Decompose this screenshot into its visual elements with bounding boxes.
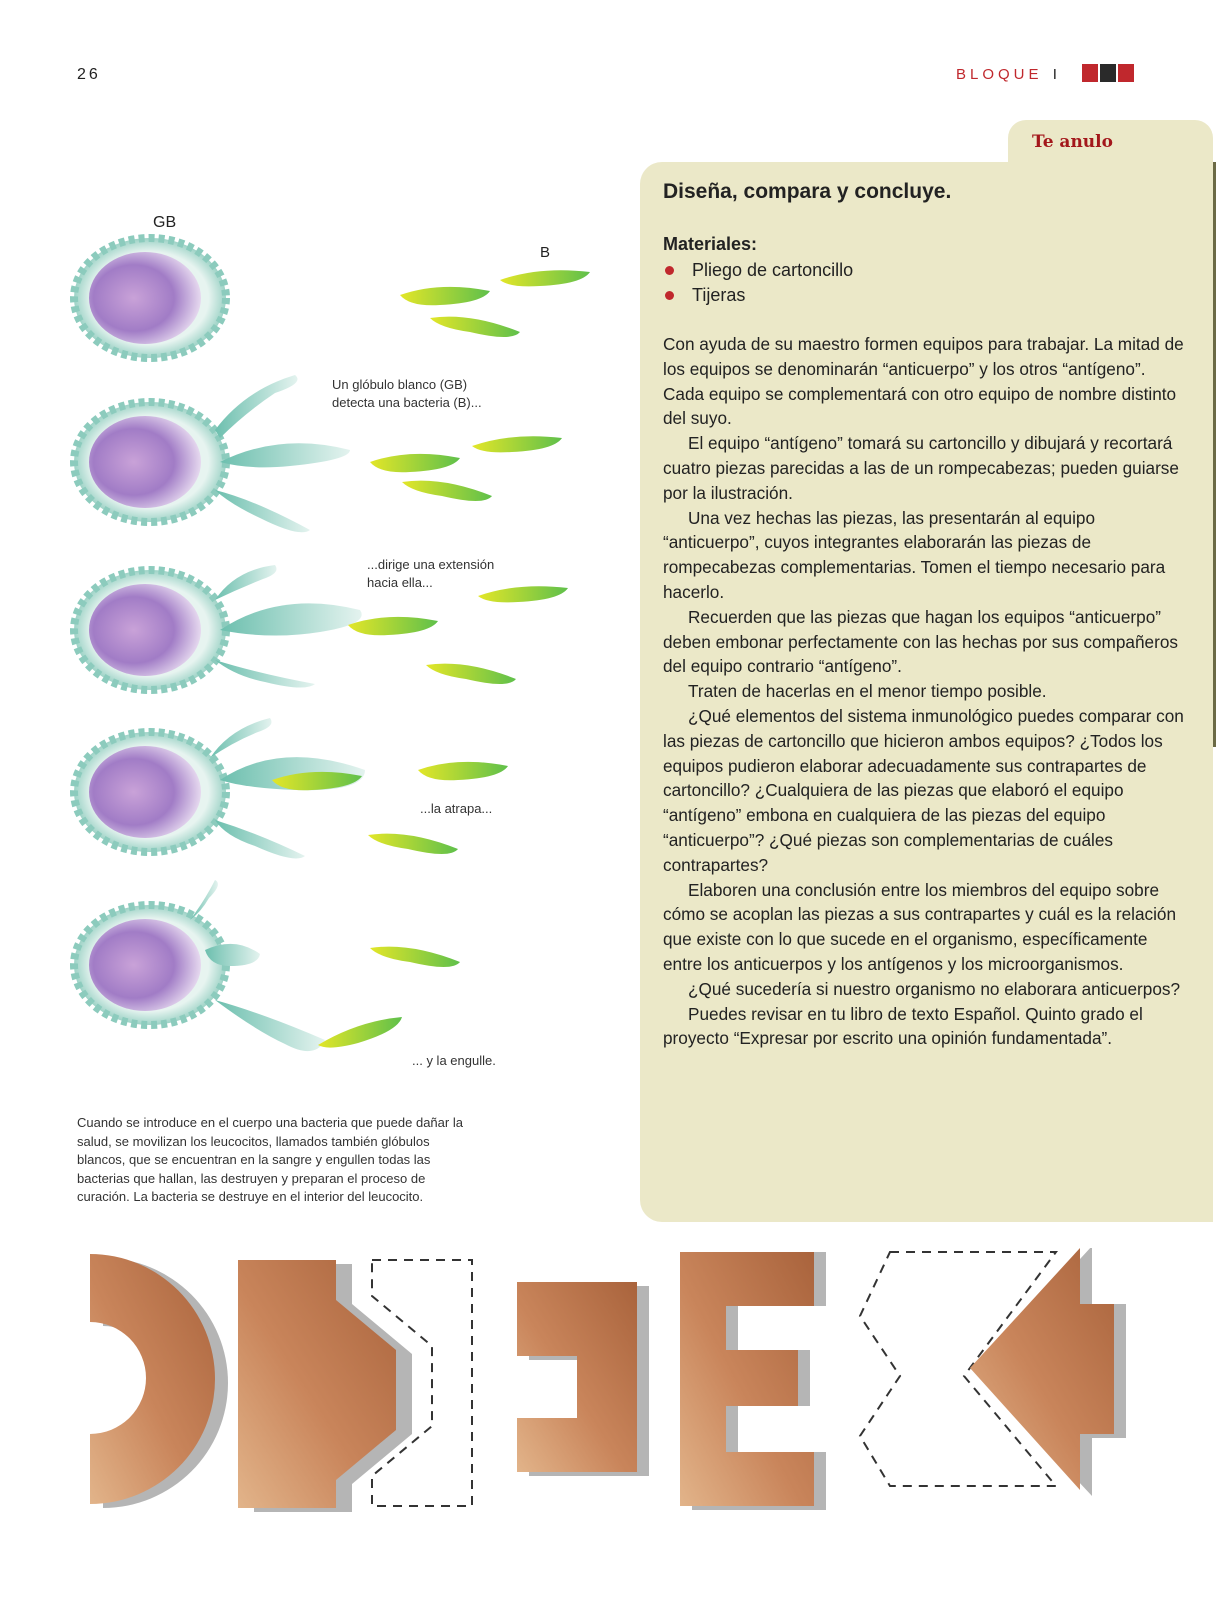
paragraph: Una vez hechas las piezas, las presentarán al equipo “anticuerpo”, cuyos integrantes elaborarán las piezas de rompecabezas complementarias. Tomen el tiempo necesario para hacerlo.: [663, 507, 1166, 602]
caption-2: [367, 556, 494, 592]
activity-tab-label: Te anulo: [1032, 132, 1113, 152]
puzzle-piece-tab: [238, 1260, 412, 1512]
label-b: B: [540, 244, 551, 261]
caption-3: [420, 800, 492, 818]
white-blood-cell-1: [74, 238, 226, 358]
bacteria-group-3: [348, 586, 568, 684]
bacteria-group-2: [370, 436, 562, 501]
illustration-intro: Cuando se introduce en el cuerpo una bacteria que puede dañar la salud, se movilizan los leucocitos, llamados también glóbulos blancos, que se encuentran en la sangre y engullen todas las bacterias que hallan, las destruyen y preparan el proceso de curación. La bacteria se destruye en el interior del leucocito.: [77, 1115, 463, 1205]
paragraph: Recuerden que las piezas que hagan los equipos “anticuerpo” deben embonar perfectamente con las hechas por sus compañeros del equipo contrario “antígeno”.: [663, 606, 1178, 677]
paragraph: Puedes revisar en tu libro de texto Español. Quinto grado el proyecto “Expresar por escrito una opinión fundamentada”.: [663, 1003, 1143, 1049]
white-blood-cell-2: [74, 375, 350, 532]
materials-list: [663, 258, 853, 308]
block-number: I: [1052, 66, 1061, 83]
block-label-text: BLOQUE: [956, 66, 1043, 83]
white-blood-cell-5: [74, 880, 325, 1051]
paragraph: Con ayuda de su maestro formen equipos para trabajar. La mitad de los equipos se denominarán “anticuerpo” y los otros “antígeno”. Cada equipo se complementará con otro equipo de nombre distinto del suyo.: [663, 334, 1184, 429]
block-square-1: [1082, 64, 1098, 82]
bullet-icon: [665, 266, 674, 275]
page-number: 26: [77, 66, 101, 83]
paragraph: ¿Qué sucedería si nuestro organismo no elaborara anticuerpos?: [688, 978, 1181, 999]
activity-title: Diseña, compara y concluye.: [663, 180, 952, 203]
block-squares: [1082, 64, 1134, 82]
materials-item: [663, 283, 853, 308]
bacteria-group-1: [400, 270, 590, 337]
caption-line: Un glóbulo blanco (GB): [332, 377, 468, 392]
caption-4: [412, 1052, 496, 1070]
activity-body: [663, 332, 1185, 1051]
materials-heading: Materiales:: [663, 234, 758, 254]
paragraph: Elaboren una conclusión entre los miembros del equipo sobre cómo se acoplan las piezas a sus contrapartes y cuál es la relación que existe con lo que sucede en el organismo, específicamente entre los anticuerpos y los antígenos y los microorganismos.: [663, 879, 1177, 974]
materials-item: [663, 258, 853, 283]
puzzle-piece-e: [680, 1252, 826, 1510]
caption-line: hacia ella...: [367, 575, 433, 590]
materials-item-label: Tijeras: [692, 285, 746, 305]
caption-line: detecta una bacteria (B)...: [332, 395, 482, 410]
block-square-3: [1118, 64, 1134, 82]
caption-line: ... y la engulle.: [412, 1053, 496, 1068]
puzzle-piece-arrow: [970, 1248, 1126, 1496]
paragraph: Traten de hacerlas en el menor tiempo posible.: [688, 681, 1047, 702]
paragraph: El equipo “antígeno” tomará su cartoncillo y dibujará y recortará cuatro piezas parecidas a las de un rompecabezas; pueden guiarse por la ilustración.: [663, 433, 1179, 503]
bacteria-group-5: [318, 947, 460, 1048]
puzzle-piece-reverse-e: [517, 1282, 649, 1476]
caption-line: ...dirige una extensión: [367, 557, 495, 572]
puzzle-pieces: [0, 1248, 1216, 1548]
label-gb: GB: [153, 214, 177, 231]
block-label: [956, 66, 1061, 83]
caption-1: [332, 376, 482, 412]
white-blood-cell-3: [74, 565, 362, 690]
puzzle-piece-half-ring: [90, 1254, 228, 1508]
paragraph: ¿Qué elementos del sistema inmunológico puedes comparar con las piezas de cartoncillo que hicieron ambos equipos? ¿Todos los equipos pudieron elaborar adecuadamente sus contrapartes de cartoncillo? ¿Cualquiera de las piezas que elaboró el equipo “antígeno” embona en cualquiera de las piezas del equipo “anticuerpo”? ¿Qué piezas son complementarias de cuáles contrapartes?: [663, 705, 1184, 875]
block-square-2: [1100, 64, 1116, 82]
phagocytosis-illustration: [0, 0, 620, 1100]
materials-item-label: Pliego de cartoncillo: [692, 260, 854, 280]
caption-line: ...la atrapa...: [420, 801, 493, 816]
bullet-icon: [665, 291, 674, 300]
